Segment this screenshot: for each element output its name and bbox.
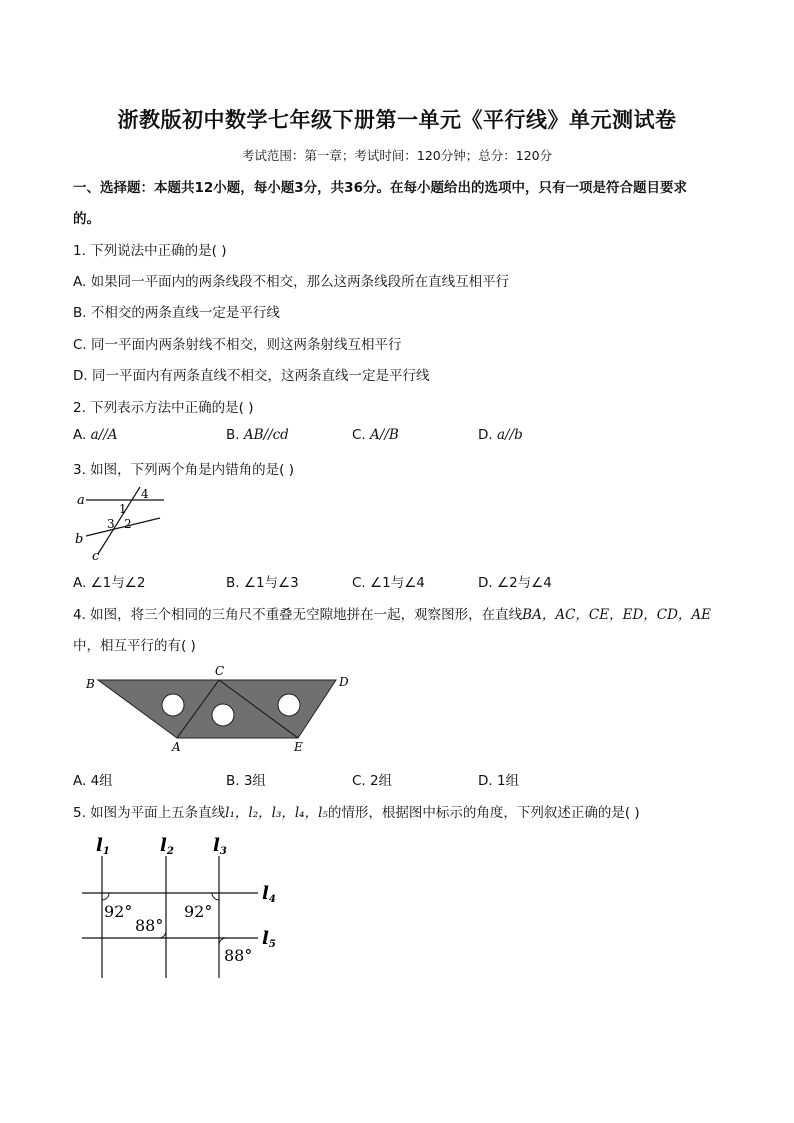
question-4-option-b: B. 3组 xyxy=(226,773,266,789)
question-5-figure xyxy=(76,832,286,980)
question-4-stem-line1: 4. 如图，将三个相同的三角尺不重叠无空隙地拼在一起，观察图形，在直线BA，AC，CE，ED，CD，AE xyxy=(73,607,712,623)
question-2-option-b: B. AB//cd xyxy=(226,427,289,443)
label-l5: l5 xyxy=(262,928,276,950)
question-1-option-a: A. 如果同一平面内的两条线段不相交，那么这两条线段所在直线互相平行 xyxy=(73,274,510,290)
page-title: 浙教版初中数学七年级下册第一单元《平行线》单元测试卷 xyxy=(117,107,677,132)
triangle-hole-right xyxy=(278,694,300,716)
label-b: b xyxy=(75,532,84,547)
angle-label-2: 2 xyxy=(124,517,132,531)
question-4-option-c: C. 2组 xyxy=(352,773,393,789)
angle-label-92-right: 92° xyxy=(184,902,213,921)
section-heading-line1: 一、选择题：本题共12小题，每小题3分，共36分。在每小题给出的选项中，只有一项是符合题目要求 xyxy=(73,180,687,196)
triangle-hole-middle xyxy=(212,704,234,726)
line-b xyxy=(86,518,160,536)
line-c xyxy=(98,487,140,554)
question-2-option-c: C. A//B xyxy=(352,427,399,443)
label-l3: l3 xyxy=(213,835,227,857)
question-3-option-b: B. ∠1与∠3 xyxy=(226,575,299,591)
point-label-c: C xyxy=(215,664,225,678)
point-label-b: B xyxy=(86,677,95,691)
exam-info: 考试范围：第一章；考试时间：120分钟；总分：120分 xyxy=(241,148,553,163)
question-3-stem: 3. 如图，下列两个角是内错角的是( ) xyxy=(73,462,294,478)
point-label-d: D xyxy=(339,675,349,689)
question-4-option-d: D. 1组 xyxy=(478,773,520,789)
angle-label-4: 4 xyxy=(141,487,149,501)
angle-label-88-bottom: 88° xyxy=(224,946,253,965)
angle-label-3: 3 xyxy=(107,517,115,531)
question-1-option-b: B. 不相交的两条直线一定是平行线 xyxy=(73,305,280,321)
angle-arc-3 xyxy=(212,893,219,900)
question-1-option-c: C. 同一平面内两条射线不相交，则这两条射线互相平行 xyxy=(73,337,402,353)
angle-arc-1 xyxy=(102,893,109,900)
question-4-option-a: A. 4组 xyxy=(73,773,113,789)
label-l2: l2 xyxy=(160,835,174,857)
label-c: c xyxy=(92,549,100,564)
label-l4: l4 xyxy=(262,883,276,905)
angle-label-1: 1 xyxy=(119,502,127,516)
angle-arc-4 xyxy=(219,938,226,945)
question-1-stem: 1. 下列说法中正确的是( ) xyxy=(73,243,227,259)
label-l1: l1 xyxy=(96,835,110,857)
angle-label-92-left: 92° xyxy=(104,902,133,921)
question-2-option-a: A. a//A xyxy=(73,427,118,443)
label-a: a xyxy=(77,493,85,508)
angle-label-88-middle: 88° xyxy=(135,916,164,935)
question-3-option-c: C. ∠1与∠4 xyxy=(352,575,425,591)
triangle-hole-left xyxy=(162,694,184,716)
question-2-stem: 2. 下列表示方法中正确的是( ) xyxy=(73,400,254,416)
question-1-option-d: D. 同一平面内有两条直线不相交，这两条直线一定是平行线 xyxy=(73,368,430,384)
question-5-stem: 5. 如图为平面上五条直线l₁，l₂，l₃，l₄，l₅的情形，根据图中标示的角度，下列叙述正确的是( ) xyxy=(73,805,640,821)
point-label-a: A xyxy=(172,740,181,754)
question-3-option-d: D. ∠2与∠4 xyxy=(478,575,552,591)
question-3-option-a: A. ∠1与∠2 xyxy=(73,575,146,591)
question-2-option-d: D. a//b xyxy=(478,427,523,443)
section-heading-line2: 的。 xyxy=(73,211,100,227)
question-4-stem-line2: 中，相互平行的有( ) xyxy=(73,638,196,654)
question-4-figure xyxy=(82,662,360,756)
question-3-figure xyxy=(72,484,172,564)
point-label-e: E xyxy=(294,740,303,754)
